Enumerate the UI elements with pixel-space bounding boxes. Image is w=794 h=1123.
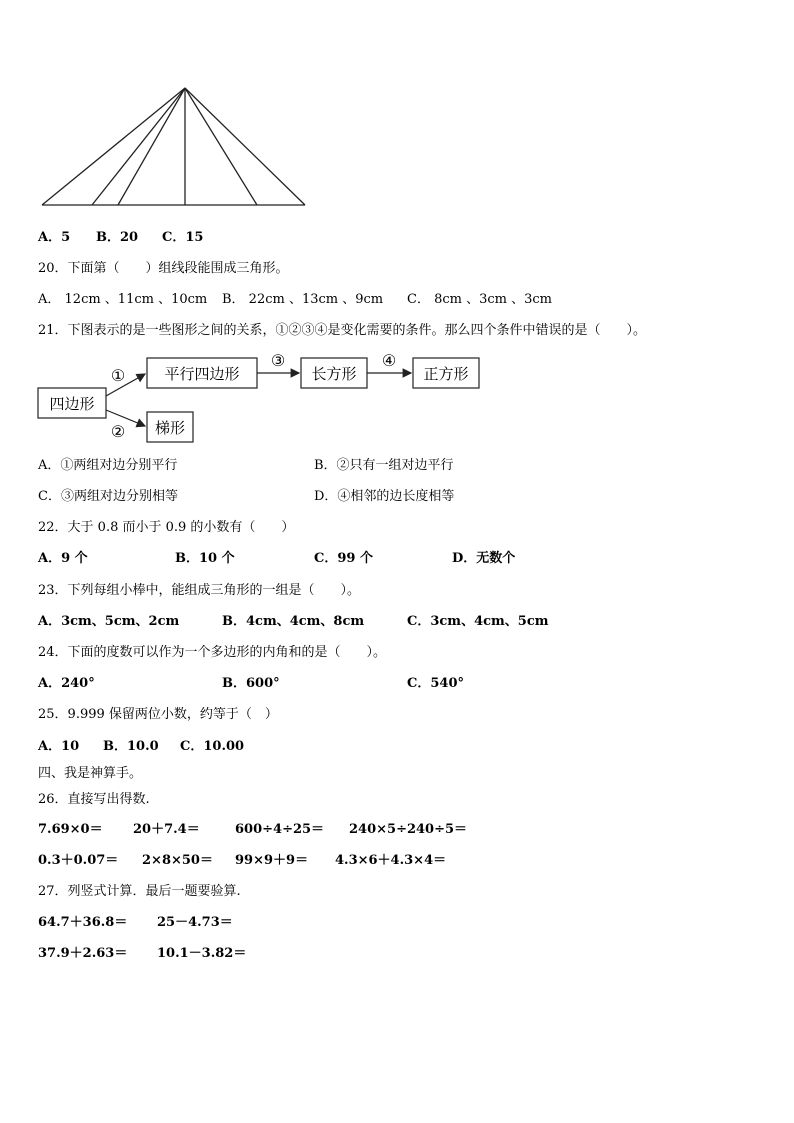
condition-2-label: ② (110, 422, 126, 441)
q23-option-b[interactable]: B．4cm、4cm、8cm (222, 614, 365, 629)
q22-option-b[interactable]: B．10 个 (175, 551, 235, 566)
condition-1-label: ① (110, 366, 126, 385)
q25-option-b[interactable]: B．10.0 (103, 739, 159, 754)
condition-4-label: ④ (381, 351, 397, 370)
q27-expr-4: 10.1－3.82＝ (157, 946, 247, 961)
q19-option-b[interactable]: B．20 (96, 230, 139, 245)
q22-question: 22．大于 0.8 而小于 0.9 的小数有（ ） (38, 520, 295, 535)
q22-option-c[interactable]: C．99 个 (314, 551, 373, 566)
q22-option-d[interactable]: D．无数个 (452, 551, 516, 566)
trapezoid-label: 梯形 (154, 419, 186, 437)
q19-option-a[interactable]: A．5 (38, 230, 71, 245)
section-4-title: 四、我是神算手。 (38, 766, 143, 781)
q20-option-a[interactable]: A． 12cm 、11cm 、10cm (38, 292, 208, 307)
q23-option-a[interactable]: A．3cm、5cm、2cm (38, 614, 180, 629)
shape-relation-diagram (30, 350, 490, 450)
q26-expr-6: 2×8×50＝ (142, 853, 213, 868)
q26-expr-7: 99×9＋9＝ (235, 853, 309, 868)
q26-expr-1: 7.69×0＝ (38, 822, 103, 837)
q25-question: 25．9.999 保留两位小数，约等于（ ） (38, 707, 278, 722)
q25-option-c[interactable]: C．10.00 (180, 739, 245, 754)
q26-question: 26．直接写出得数. (38, 792, 150, 807)
q24-option-a[interactable]: A．240° (38, 676, 95, 691)
q27-expr-1: 64.7＋36.8＝ (38, 915, 128, 930)
q27-expr-3: 37.9＋2.63＝ (38, 946, 128, 961)
condition-3-label: ③ (270, 351, 286, 370)
q27-expr-2: 25－4.73＝ (157, 915, 233, 930)
q24-question: 24．下面的度数可以作为一个多边形的内角和的是（ ）。 (38, 645, 387, 660)
q20-option-b[interactable]: B． 22cm 、13cm 、9cm (222, 292, 384, 307)
q26-expr-4: 240×5÷240÷5＝ (349, 822, 468, 837)
parallelogram-label: 平行四边形 (164, 365, 240, 383)
q26-expr-8: 4.3×6＋4.3×4＝ (335, 853, 447, 868)
q26-expr-2: 20＋7.4＝ (133, 822, 200, 837)
q21-option-b[interactable]: B．②只有一组对边平行 (314, 458, 454, 473)
q26-expr-5: 0.3＋0.07＝ (38, 853, 119, 868)
q19-option-c[interactable]: C．15 (162, 230, 204, 245)
q23-option-c[interactable]: C．3cm、4cm、5cm (407, 614, 549, 629)
q26-expr-3: 600÷4÷25＝ (235, 822, 325, 837)
q24-option-c[interactable]: C．540° (407, 676, 464, 691)
q20-question: 20．下面第（ ）组线段能围成三角形。 (38, 261, 289, 276)
q22-option-a[interactable]: A．9 个 (38, 551, 88, 566)
q23-question: 23．下列每组小棒中，能组成三角形的一组是（ ）。 (38, 583, 361, 598)
q24-option-b[interactable]: B．600° (222, 676, 280, 691)
quadrilateral-label: 四边形 (49, 395, 95, 413)
q20-option-c[interactable]: C． 8cm 、3cm 、3cm (407, 292, 552, 307)
rectangle-label: 长方形 (311, 365, 357, 383)
q21-option-d[interactable]: D．④相邻的边长度相等 (314, 489, 455, 504)
q21-option-c[interactable]: C．③两组对边分别相等 (38, 489, 178, 504)
q21-question: 21．下图表示的是一些图形之间的关系，①②③④是变化需要的条件。那么四个条件中错误的是（ ）。 (38, 323, 647, 338)
q25-option-a[interactable]: A．10 (38, 739, 80, 754)
q21-option-a[interactable]: A．①两组对边分别平行 (38, 458, 178, 473)
triangle-figure (38, 82, 310, 212)
q27-question: 27．列竖式计算．最后一题要验算. (38, 884, 241, 899)
square-label: 正方形 (423, 365, 469, 383)
